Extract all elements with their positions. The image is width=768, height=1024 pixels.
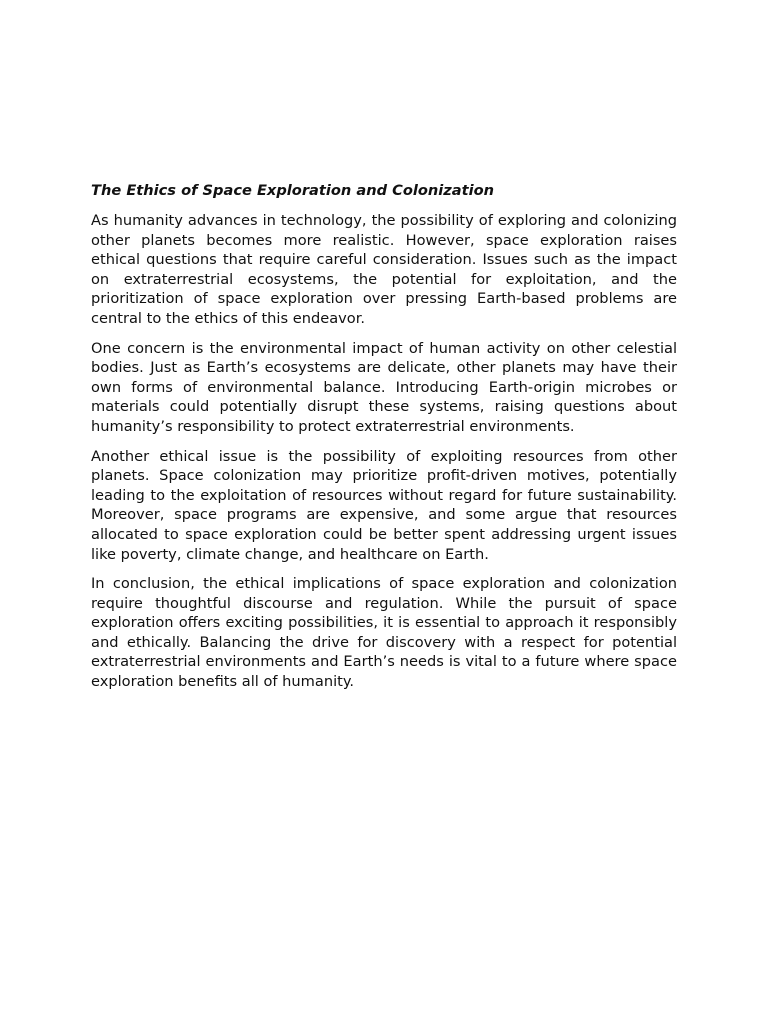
paragraph-introduction: As humanity advances in technology, the possibility of exploring and colonizing other planets becomes more realistic. However, space exploration raises ethical questions that require careful consideration. Issues such as the impact on extraterrestrial ecosystems, the potential for exploitation, and the prioritization of space exploration over pressing Earth-based problems are central to the ethics of this endeavor. bbox=[91, 212, 677, 327]
paragraph-environmental-impact: One concern is the environmental impact of human activity on other celestial bodies. Just as Earth’s ecosystems are delicate, other planets may have their own forms of environmental balance. Introducing Earth-origin microbes or materials could potentially disrupt these systems, raising questions about humanity’s responsibility to protect extraterrestrial environments. bbox=[91, 339, 677, 435]
paragraph-resource-exploitation: Another ethical issue is the possibility of exploiting resources from other planets. Space colonization may prioritize profit-driven motives, potentially leading to the exploitation of resources without regard for future sustainability. Moreover, space programs are expensive, and some argue that resources allocated to space exploration could be better spent addressing urgent issues like poverty, climate change, and healthcare on Earth. bbox=[91, 447, 677, 563]
document-body bbox=[91, 181, 677, 702]
document-title: The Ethics of Space Exploration and Colonization bbox=[91, 182, 495, 199]
paragraph-conclusion: In conclusion, the ethical implications of space exploration and colonization require thoughtful discourse and regulation. While the pursuit of space exploration offers exciting possibilities, it is essential to approach it responsibly and ethically. Balancing the drive for discovery with a respect for potential extraterrestrial environments and Earth’s needs is vital to a future where space exploration benefits all of humanity. bbox=[91, 575, 677, 691]
